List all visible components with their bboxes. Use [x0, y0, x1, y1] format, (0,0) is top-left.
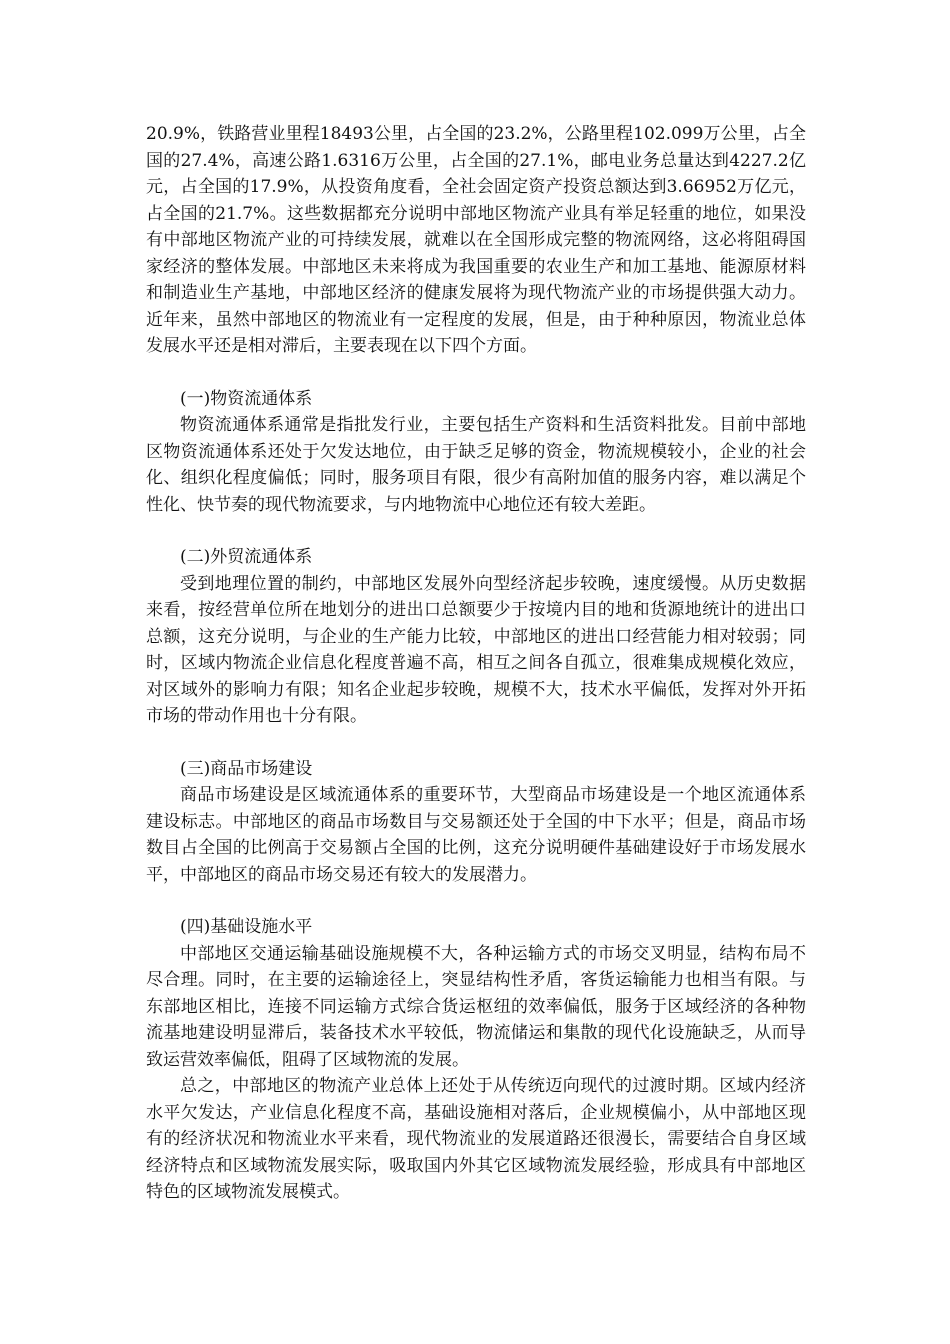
- conclusion-paragraph: 总之，中部地区的物流产业总体上还处于从传统迈向现代的过渡时期。区域内经济水平欠发达，产业信息化程度不高，基础设施相对落后，企业规模偏小，从中部地区现有的经济状况和物流业水平来看，现代物流业的发展道路还很漫长，需要结合自身区域经济特点和区域物流发展实际，吸取国内外其它区域物流发展经验，形成具有中部地区特色的区域物流发展模式。: [146, 1076, 806, 1202]
- section-paragraph-1: 物资流通体系通常是指批发行业，主要包括生产资料和生活资料批发。目前中部地区物资流通体系还处于欠发达地位，由于缺乏足够的资金，物流规模较小，企业的社会化、组织化程度偏低；同时，服务项目有限，很少有高附加值的服务内容，难以满足个性化、快节奏的现代物流要求，与内地物流中心地位还有较大差距。: [146, 415, 806, 515]
- section-heading-1: (一)物资流通体系: [180, 388, 313, 409]
- section-paragraph-4: 中部地区交通运输基础设施规模不大，各种运输方式的市场交叉明显，结构布局不尽合理。同时，在主要的运输途径上，突显结构性矛盾，客货运输能力也相当有限。与东部地区相比，连接不同运输方式综合货运枢纽的效率偏低，服务于区域经济的各种物流基地建设明显滞后，装备技术水平较低，物流储运和集散的现代化设施缺乏，从而导致运营效率偏低，阻碍了区域物流的发展。: [146, 943, 806, 1070]
- section-heading-4: (四)基础设施水平: [180, 917, 313, 937]
- section-heading-3: (三)商品市场建设: [180, 758, 313, 779]
- document-body: [146, 121, 806, 1206]
- section-heading-2: (二)外贸流通体系: [180, 547, 313, 567]
- intro-paragraph: 20.9%，铁路营业里程18493公里，占全国的23.2%，公路里程102.099万公里，占全国的27.4%，高速公路1.6316万公里，占全国的27.1%，邮电业务总量达到4227.2亿元，占全国的17.9%，从投资角度看，全社会固定资产投资总额达到3.66952万亿元，占全国的21.7%。这些数据都充分说明中部地区物流产业具有举足轻重的地位，如果没有中部地区物流产业的可持续发展，就难以在全国形成完整的物流网络，这必将阻碍国家经济的整体发展。中部地区未来将成为我国重要的农业生产和加工基地、能源原材料和制造业生产基地，中部地区经济的健康发展将为现代物流产业的市场提供强大动力。近年来，虽然中部地区的物流业有一定程度的发展，但是，由于种种原因，物流业总体发展水平还是相对滞后，主要表现在以下四个方面。: [146, 124, 806, 356]
- section-paragraph-2: 受到地理位置的制约，中部地区发展外向型经济起步较晚，速度缓慢。从历史数据来看，按经营单位所在地划分的进出口总额要少于按境内目的地和货源地统计的进出口总额，这充分说明，与企业的生产能力比较，中部地区的进出口经营能力相对较弱；同时，区域内物流企业信息化程度普遍不高，相互之间各自孤立，很难集成规模化效应，对区域外的影响力有限；知名企业起步较晚，规模不大，技术水平偏低，发挥对外开拓市场的带动作用也十分有限。: [146, 573, 806, 726]
- section-paragraph-3: 商品市场建设是区域流通体系的重要环节，大型商品市场建设是一个地区流通体系建设标志。中部地区的商品市场数目与交易额还处于全国的中下水平；但是，商品市场数目占全国的比例高于交易额占全国的比例，这充分说明硬件基础建设好于市场发展水平，中部地区的商品市场交易还有较大的发展潜力。: [146, 785, 806, 885]
